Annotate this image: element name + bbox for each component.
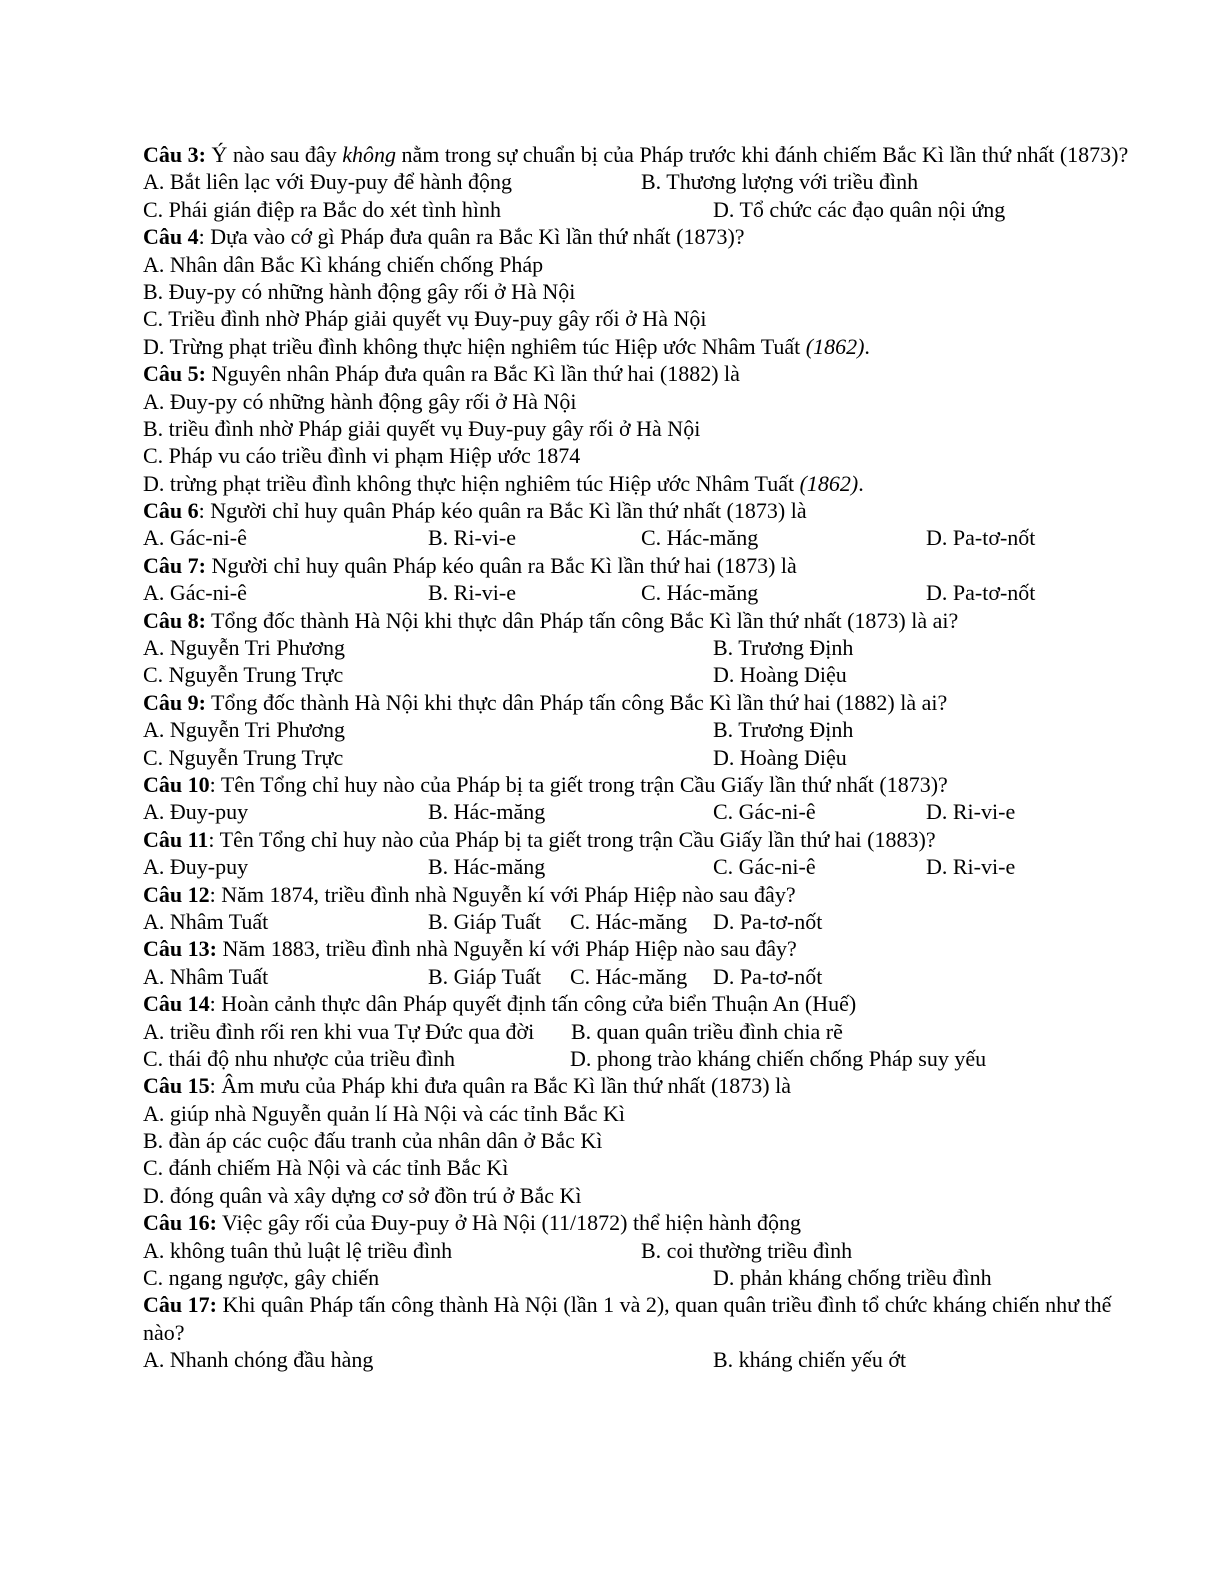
question-label: Câu 17: [143,1292,217,1318]
option-d: D. Hoàng Diệu [713,662,847,688]
question-9: Câu 9: Tổng đốc thành Hà Nội khi thực dân Pháp tấn công Bắc Kì lần thứ hai (1882) là ai? [143,689,948,715]
options-row [143,524,1143,551]
options-row [143,716,1143,743]
question-3: Câu 3: Ý nào sau đây không nằm trong sự chuẩn bị của Pháp trước khi đánh chiếm Bắc Kì lần thứ nhất (1873)? [143,142,1129,167]
question-label: Câu 9: [143,689,206,715]
option-a: A. Nhanh chóng đầu hàng [143,1347,374,1373]
option-a: A. Đuy-py có những hành động gây rối ở Hà Nội [143,388,577,414]
question-4: Câu 4: Dựa vào cớ gì Pháp đưa quân ra Bắc Kì lần thứ nhất (1873)? [143,224,745,250]
option-a: A. Nhân dân Bắc Kì kháng chiến chống Pháp [143,251,544,277]
options-row [143,1237,1143,1264]
question-label: Câu 15 [143,1073,210,1099]
options-row [143,798,1143,825]
option-d: D. Hoàng Diệu [713,744,847,770]
option-b: B. triều đình nhờ Pháp giải quyết vụ Đuy-puy gây rối ở Hà Nội [143,415,701,441]
option-a: A. không tuân thủ luật lệ triều đình [143,1237,453,1263]
question-12: Câu 12: Năm 1874, triều đình nhà Nguyễn kí với Pháp Hiệp nào sau đây? [143,881,796,907]
question-10: Câu 10: Tên Tổng chỉ huy nào của Pháp bị ta giết trong trận Cầu Giấy lần thứ nhất (1873)? [143,772,948,797]
option-c: C. Triều đình nhờ Pháp giải quyết vụ Đuy-puy gây rối ở Hà Nội [143,306,707,332]
question-label: Câu 14 [143,991,210,1017]
option-c: C. đánh chiếm Hà Nội và các tỉnh Bắc Kì [143,1155,509,1181]
option-a: A. Gác-ni-ê [143,580,247,606]
question-16: Câu 16: Việc gây rối của Đuy-puy ở Hà Nội (11/1872) thể hiện hành động [143,1210,801,1236]
option-b: B. Hác-măng [428,799,546,825]
question-label: Câu 13: [143,936,217,962]
question-17: Câu 17: Khi quân Pháp tấn công thành Hà Nội (lần 1 và 2), quan quân triều đình tổ chức kháng chiến như thế nào? [143,1292,1112,1345]
option-a: A. Đuy-puy [143,854,249,880]
question-label: Câu 11 [143,826,209,852]
document-page [143,141,1143,1374]
option-c: C. ngang ngược, gây chiến [143,1265,380,1291]
option-c: C. Hác-măng [641,580,759,606]
options-row [143,963,1143,990]
question-label: Câu 10 [143,772,210,797]
option-d: D. Ri-vi-e [926,799,1016,825]
emphasis-word: không [342,142,396,167]
options-row [143,579,1143,606]
option-b: B. Ri-vi-e [428,525,516,551]
options-row [143,908,1143,935]
options-row [143,168,1143,195]
option-a: A. Nhâm Tuất [143,908,269,934]
option-c: C. Hác-măng [570,908,688,934]
options-row [143,661,1143,688]
question-label: Câu 7: [143,552,206,578]
option-b: B. Hác-măng [428,854,546,880]
question-label: Câu 12 [143,881,210,907]
option-d: D. phong trào kháng chiến chống Pháp suy yếu [570,1045,987,1071]
option-b: B. kháng chiến yếu ớt [713,1347,907,1373]
option-d: D. Pa-tơ-nốt [926,580,1036,606]
question-7: Câu 7: Người chỉ huy quân Pháp kéo quân ra Bắc Kì lần thứ hai (1873) là [143,552,797,578]
options-row [143,853,1143,880]
option-a: A. Bắt liên lạc với Đuy-puy để hành động [143,169,513,195]
option-c: C. Hác-măng [570,963,688,989]
question-13: Câu 13: Năm 1883, triều đình nhà Nguyễn kí với Pháp Hiệp nào sau đây? [143,936,797,962]
option-d: D. Pa-tơ-nốt [713,908,823,934]
option-b: B. Trương Định [713,635,854,661]
question-8: Câu 8: Tổng đốc thành Hà Nội khi thực dân Pháp tấn công Bắc Kì lần thứ nhất (1873) là ai? [143,607,959,633]
option-b: B. đàn áp các cuộc đấu tranh của nhân dân ở Bắc Kì [143,1128,603,1154]
question-label: Câu 5: [143,361,206,387]
option-d: D. phản kháng chống triều đình [713,1265,992,1291]
option-c: C. Phái gián điệp ra Bắc do xét tình hình [143,196,502,222]
question-11: Câu 11: Tên Tổng chỉ huy nào của Pháp bị ta giết trong trận Cầu Giấy lần thứ hai (1883)? [143,826,936,852]
option-a: A. Nguyễn Tri Phương [143,635,346,661]
option-d: D. Pa-tơ-nốt [713,963,823,989]
option-b: B. coi thường triều đình [641,1237,853,1263]
question-label: Câu 4 [143,224,199,250]
option-c: C. thái độ nhu nhược của triều đình [143,1045,455,1071]
option-a: A. triều đình rối ren khi vua Tự Đức qua đời [143,1018,535,1044]
option-d: D. Ri-vi-e [926,854,1016,880]
option-b: B. Đuy-py có những hành động gây rối ở Hà Nội [143,278,576,304]
question-label: Câu 8: [143,607,206,633]
option-d: D. Tổ chức các đạo quân nội ứng [713,196,1006,222]
option-a: A. Nhâm Tuất [143,963,269,989]
options-row [143,634,1143,661]
question-label: Câu 16: [143,1210,217,1236]
options-row [143,1045,1143,1072]
option-a: A. Gác-ni-ê [143,525,247,551]
option-a: A. giúp nhà Nguyễn quản lí Hà Nội và các tỉnh Bắc Kì [143,1100,626,1126]
option-c: C. Hác-măng [641,525,759,551]
option-d: D. Trừng phạt triều đình không thực hiện nghiêm túc Hiệp ước Nhâm Tuất (1862). [143,333,870,359]
option-d: D. trừng phạt triều đình không thực hiện nghiêm túc Hiệp ước Nhâm Tuất (1862). [143,470,864,496]
option-b: B. Giáp Tuất [428,908,542,934]
question-14: Câu 14: Hoàn cảnh thực dân Pháp quyết định tấn công cửa biển Thuận An (Huế) [143,991,857,1017]
options-row [143,1346,1143,1373]
option-c: C. Gác-ni-ê [713,854,816,880]
question-label: Câu 3: [143,142,206,167]
options-row [143,1018,1143,1045]
options-row [143,1264,1143,1291]
option-c: C. Nguyễn Trung Trực [143,744,344,770]
option-c: C. Pháp vu cáo triều đình vi phạm Hiệp ước 1874 [143,443,581,469]
option-d: D. Pa-tơ-nốt [926,525,1036,551]
option-c: C. Nguyễn Trung Trực [143,662,344,688]
question-15: Câu 15: Âm mưu của Pháp khi đưa quân ra Bắc Kì lần thứ nhất (1873) là [143,1073,791,1099]
question-6: Câu 6: Người chỉ huy quân Pháp kéo quân ra Bắc Kì lần thứ nhất (1873) là [143,498,807,524]
option-c: C. Gác-ni-ê [713,799,816,825]
option-b: B. Giáp Tuất [428,963,542,989]
option-a: A. Nguyễn Tri Phương [143,717,346,743]
option-b: B. Thương lượng với triều đình [641,169,919,195]
question-label: Câu 6 [143,498,199,524]
question-5: Câu 5: Nguyên nhân Pháp đưa quân ra Bắc Kì lần thứ hai (1882) là [143,361,740,387]
option-a: A. Đuy-puy [143,799,249,825]
option-b: B. quan quân triều đình chia rẽ [571,1018,843,1044]
option-b: B. Trương Định [713,717,854,743]
option-d: D. đóng quân và xây dựng cơ sở đồn trú ở Bắc Kì [143,1182,582,1208]
options-row [143,744,1143,771]
options-row [143,196,1143,223]
option-b: B. Ri-vi-e [428,580,516,606]
